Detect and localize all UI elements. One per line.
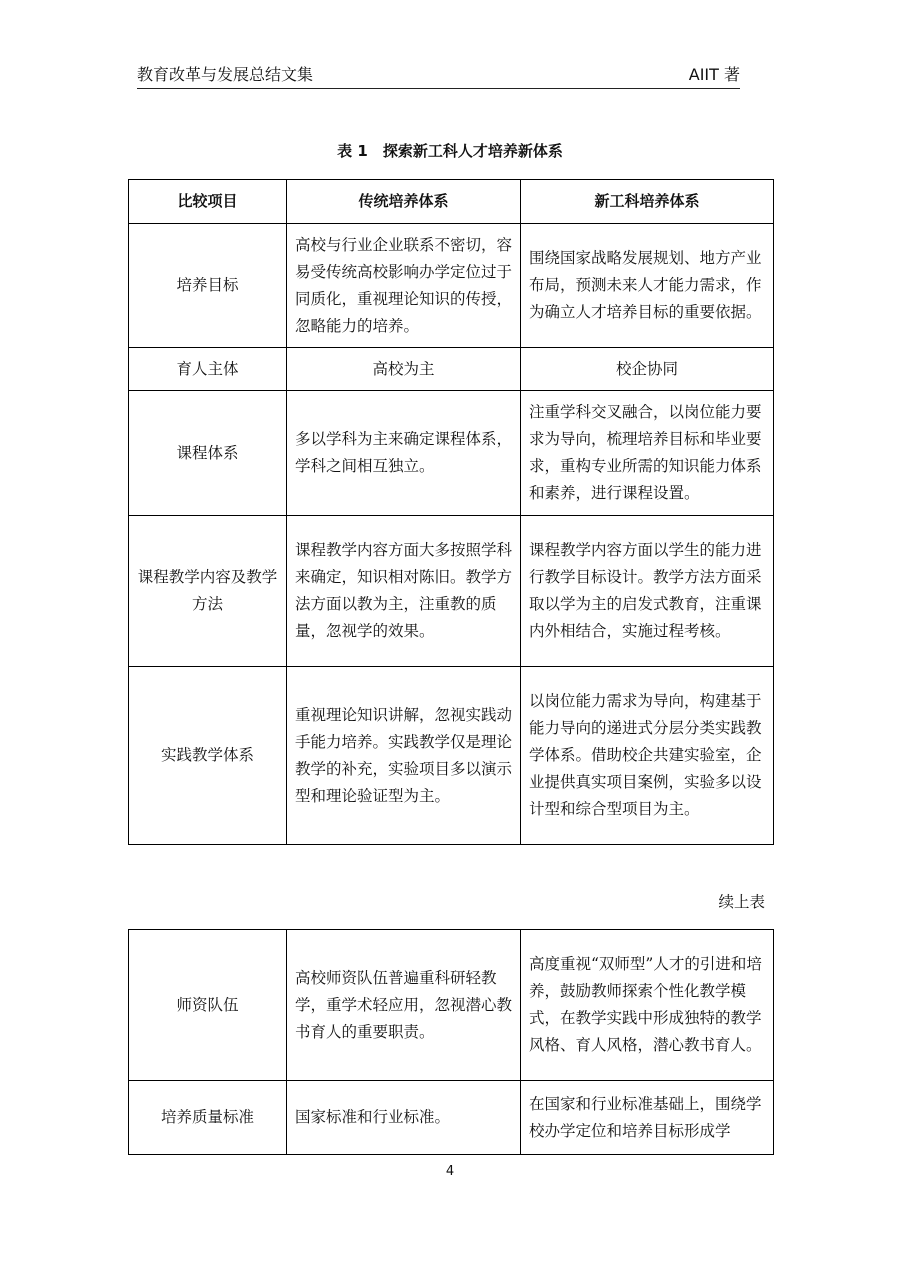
- row-item: 师资队伍: [129, 930, 287, 1081]
- table-header-row: [129, 180, 774, 224]
- row-new: 校企协同: [521, 348, 774, 391]
- row-traditional: 高校与行业企业联系不密切，容易受传统高校影响办学定位过于同质化，重视理论知识的传授，忽略能力的培养。: [287, 224, 521, 348]
- row-new: 围绕国家战略发展规划、地方产业布局，预测未来人才能力需求，作为确立人才培养目标的重要依据。: [521, 224, 774, 348]
- comparison-table: [128, 179, 774, 845]
- table-row: [129, 348, 774, 391]
- page-header: [137, 66, 740, 89]
- row-item: 课程体系: [129, 391, 287, 516]
- row-item: 实践教学体系: [129, 667, 287, 845]
- table-row: [129, 667, 774, 845]
- table-row: [129, 930, 774, 1081]
- row-traditional: 课程教学内容方面大多按照学科来确定，知识相对陈旧。教学方法方面以教为主，注重教的质量，忽视学的效果。: [287, 516, 521, 667]
- row-traditional: 高校师资队伍普遍重科研轻教学，重学术轻应用，忽视潜心教书育人的重要职责。: [287, 930, 521, 1081]
- row-traditional: 高校为主: [287, 348, 521, 391]
- row-item: 培养质量标准: [129, 1081, 287, 1155]
- row-item: 育人主体: [129, 348, 287, 391]
- header-new: 新工科培养体系: [521, 180, 774, 224]
- row-item: 培养目标: [129, 224, 287, 348]
- page-number: 4: [445, 1164, 455, 1179]
- header-title: 教育改革与发展总结文集: [137, 65, 314, 84]
- header-item: 比较项目: [129, 180, 287, 224]
- row-new: 高度重视“双师型”人才的引进和培养，鼓励教师探索个性化教学模式，在教学实践中形成独特的教学风格、育人风格，潜心教书育人。: [521, 930, 774, 1081]
- row-traditional: 多以学科为主来确定课程体系，学科之间相互独立。: [287, 391, 521, 516]
- row-new: 课程教学内容方面以学生的能力进行教学目标设计。教学方法方面采取以学为主的启发式教育，注重课内外相结合，实施过程考核。: [521, 516, 774, 667]
- table-row: [129, 1081, 774, 1155]
- continued-label: 续上表: [718, 893, 765, 911]
- table-row: [129, 224, 774, 348]
- row-traditional: 重视理论知识讲解，忽视实践动手能力培养。实践教学仅是理论教学的补充，实验项目多以演示型和理论验证型为主。: [287, 667, 521, 845]
- row-new: 在国家和行业标准基础上，围绕学校办学定位和培养目标形成学: [521, 1081, 774, 1155]
- row-item: 课程教学内容及教学方法: [129, 516, 287, 667]
- table-row: [129, 516, 774, 667]
- table-caption: 表 1 探索新工科人才培养新体系: [337, 142, 563, 160]
- table-row: [129, 391, 774, 516]
- header-author: AIIT 著: [688, 65, 740, 84]
- row-traditional: 国家标准和行业标准。: [287, 1081, 521, 1155]
- row-new: 注重学科交叉融合，以岗位能力要求为导向，梳理培养目标和毕业要求，重构专业所需的知识能力体系和素养，进行课程设置。: [521, 391, 774, 516]
- row-new: 以岗位能力需求为导向，构建基于能力导向的递进式分层分类实践教学体系。借助校企共建实验室，企业提供真实项目案例，实验多以设计型和综合型项目为主。: [521, 667, 774, 845]
- header-traditional: 传统培养体系: [287, 180, 521, 224]
- comparison-table-continued: [128, 929, 774, 1155]
